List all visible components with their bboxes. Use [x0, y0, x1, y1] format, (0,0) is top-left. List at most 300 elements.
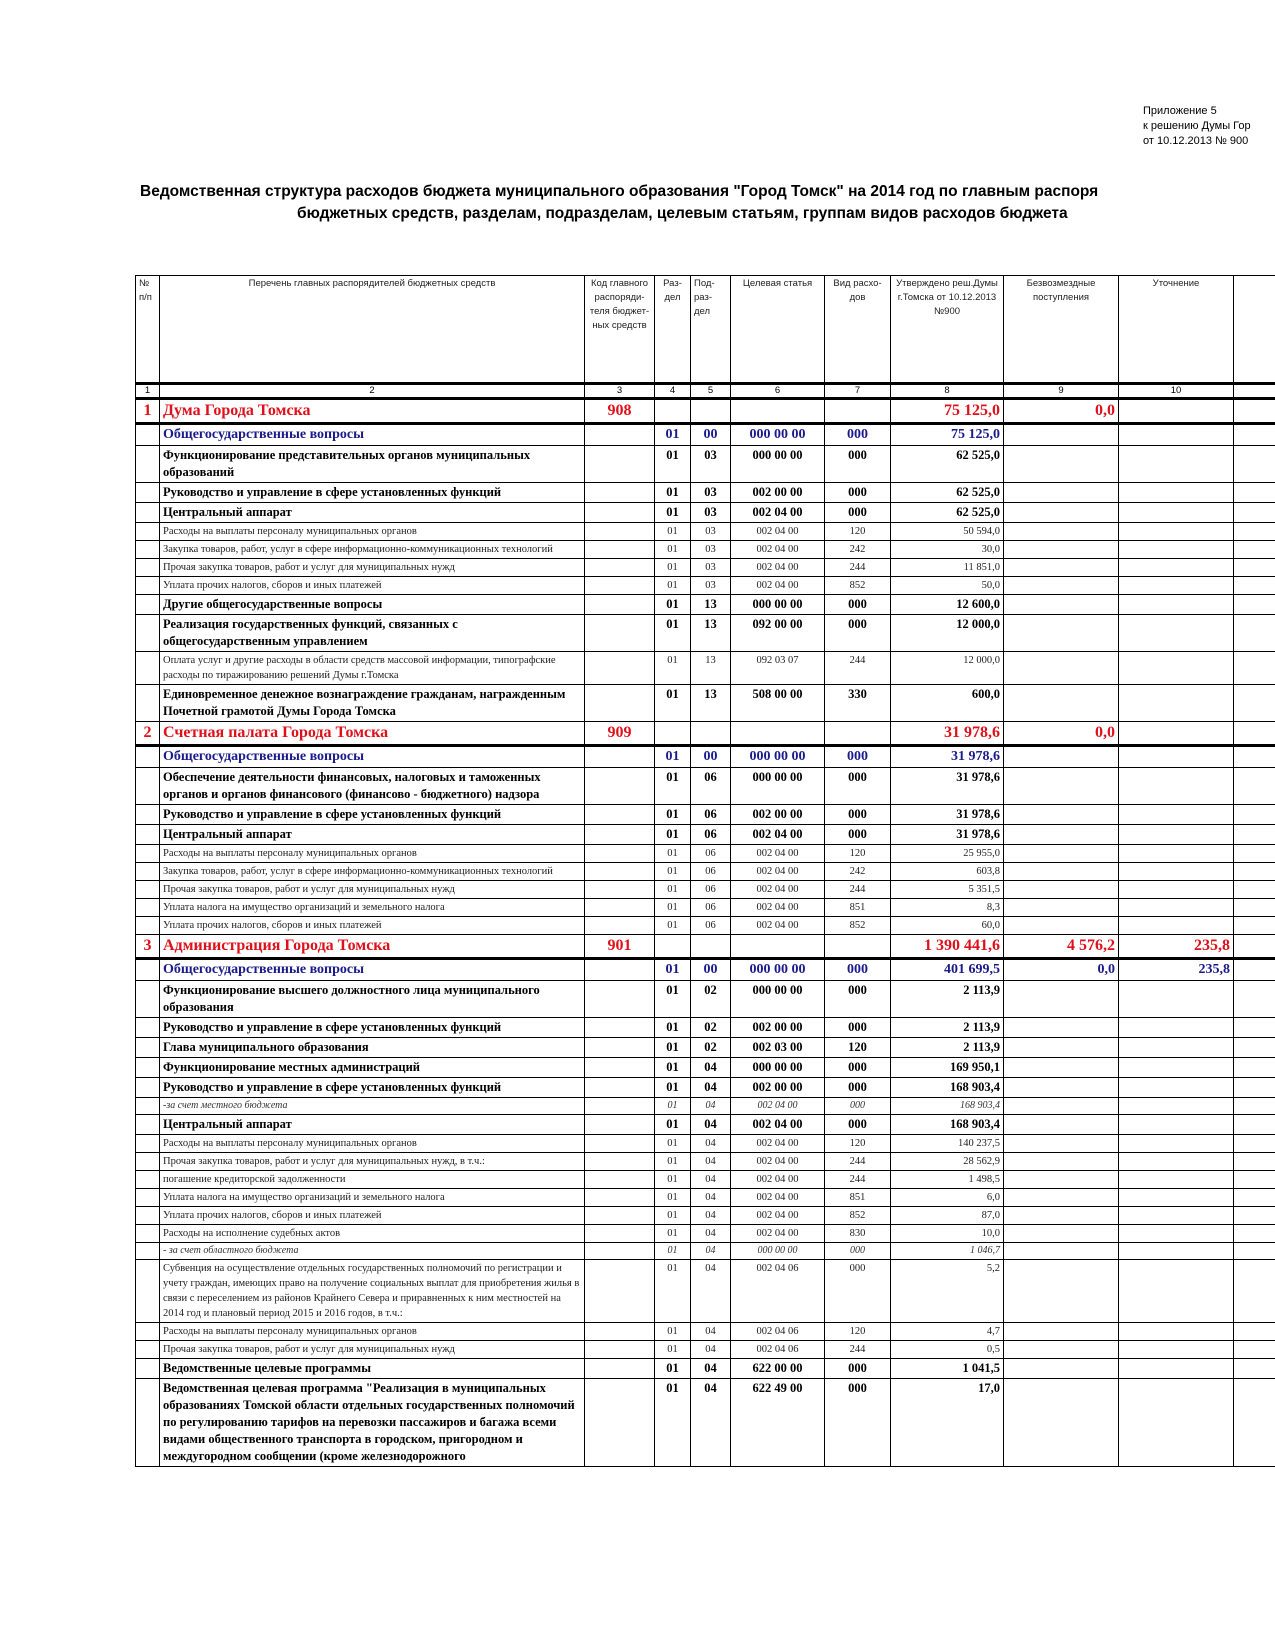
table-row — [136, 845, 1275, 863]
row-approved: 50,0 — [891, 577, 1004, 595]
header-section: Раз-дел — [655, 276, 691, 384]
row-number — [136, 652, 160, 685]
row-approved: 28 562,9 — [891, 1153, 1004, 1171]
row-grants — [1004, 559, 1119, 577]
row-extra — [1234, 863, 1275, 881]
row-subsection: 04 — [691, 1359, 731, 1379]
row-clarification: 235,8 — [1119, 935, 1234, 959]
row-expense-type: 000 — [825, 1379, 891, 1467]
row-approved: 25 955,0 — [891, 845, 1004, 863]
row-section: 01 — [655, 981, 691, 1018]
row-grants — [1004, 523, 1119, 541]
row-target-item: 092 03 07 — [731, 652, 825, 685]
row-subsection: 00 — [691, 959, 731, 981]
row-admin-code — [585, 685, 655, 722]
row-target-item: 000 00 00 — [731, 1058, 825, 1078]
row-grants — [1004, 1018, 1119, 1038]
colnum-7: 7 — [825, 384, 891, 399]
row-approved: 62 525,0 — [891, 483, 1004, 503]
row-target-item: 002 04 00 — [731, 1171, 825, 1189]
row-subsection: 03 — [691, 541, 731, 559]
row-approved: 168 903,4 — [891, 1098, 1004, 1115]
row-clarification — [1119, 845, 1234, 863]
row-grants — [1004, 1078, 1119, 1098]
row-grants — [1004, 1379, 1119, 1467]
table-row — [136, 1359, 1275, 1379]
row-number — [136, 1323, 160, 1341]
row-approved: 31 978,6 — [891, 805, 1004, 825]
column-number-row — [136, 384, 1275, 399]
row-target-item: 000 00 00 — [731, 595, 825, 615]
row-expense-type: 000 — [825, 805, 891, 825]
row-name: Обеспечение деятельности финансовых, налоговых и таможенных органов и органов финансового (финансово - бюджетного) надзора — [160, 768, 585, 805]
row-name: Уплата прочих налогов, сборов и иных платежей — [160, 1207, 585, 1225]
row-target-item: 002 04 00 — [731, 523, 825, 541]
row-subsection: 00 — [691, 746, 731, 768]
row-target-item: 000 00 00 — [731, 746, 825, 768]
row-subsection: 04 — [691, 1135, 731, 1153]
row-extra — [1234, 1225, 1275, 1243]
row-clarification — [1119, 1038, 1234, 1058]
table-row — [136, 1098, 1275, 1115]
row-admin-code — [585, 746, 655, 768]
row-expense-type: 000 — [825, 981, 891, 1018]
row-number — [136, 1115, 160, 1135]
table-row — [136, 1225, 1275, 1243]
table-row — [136, 1078, 1275, 1098]
table-row — [136, 768, 1275, 805]
header-expense-type: Вид расхо-дов — [825, 276, 891, 384]
row-admin-code — [585, 1207, 655, 1225]
row-target-item: 002 00 00 — [731, 483, 825, 503]
row-extra — [1234, 1189, 1275, 1207]
row-approved: 2 113,9 — [891, 1018, 1004, 1038]
row-name: Общегосударственные вопросы — [160, 424, 585, 446]
header-admin-code: Код главного распоряди-теля бюджет-ных средств — [585, 276, 655, 384]
table-row — [136, 1153, 1275, 1171]
row-admin-code — [585, 1225, 655, 1243]
row-subsection: 04 — [691, 1225, 731, 1243]
row-extra — [1234, 1058, 1275, 1078]
row-name: Руководство и управление в сфере установленных функций — [160, 805, 585, 825]
row-approved: 401 699,5 — [891, 959, 1004, 981]
row-expense-type: 000 — [825, 503, 891, 523]
row-expense-type: 244 — [825, 881, 891, 899]
row-number — [136, 1038, 160, 1058]
row-subsection: 06 — [691, 881, 731, 899]
table-row-section — [136, 424, 1275, 446]
row-section: 01 — [655, 1379, 691, 1467]
row-extra — [1234, 652, 1275, 685]
row-section: 01 — [655, 1189, 691, 1207]
row-name: Единовременное денежное вознаграждение гражданам, награжденным Почетной грамотой Думы Города Томска — [160, 685, 585, 722]
document-title — [140, 181, 1275, 225]
row-section: 01 — [655, 541, 691, 559]
row-admin-code — [585, 541, 655, 559]
header-number: № п/п — [136, 276, 160, 384]
row-extra — [1234, 1135, 1275, 1153]
row-target-item: 002 00 00 — [731, 1018, 825, 1038]
row-admin-code — [585, 446, 655, 483]
row-target-item: 002 04 06 — [731, 1323, 825, 1341]
row-expense-type: 852 — [825, 917, 891, 935]
row-name: Центральный аппарат — [160, 503, 585, 523]
row-extra — [1234, 1018, 1275, 1038]
row-admin-code — [585, 595, 655, 615]
row-number — [136, 746, 160, 768]
colnum-8: 8 — [891, 384, 1004, 399]
row-grants — [1004, 503, 1119, 523]
row-subsection: 04 — [691, 1260, 731, 1323]
row-name: Уплата налога на имущество организаций и земельного налога — [160, 899, 585, 917]
row-number — [136, 1058, 160, 1078]
row-section — [655, 935, 691, 959]
row-section: 01 — [655, 1078, 691, 1098]
row-expense-type: 120 — [825, 523, 891, 541]
row-extra — [1234, 1171, 1275, 1189]
row-grants — [1004, 746, 1119, 768]
row-target-item: 002 00 00 — [731, 1078, 825, 1098]
row-grants — [1004, 1243, 1119, 1260]
row-extra — [1234, 1323, 1275, 1341]
row-grants — [1004, 1359, 1119, 1379]
row-admin-code — [585, 1189, 655, 1207]
table-row — [136, 1341, 1275, 1359]
row-extra — [1234, 399, 1275, 424]
row-clarification — [1119, 805, 1234, 825]
row-number — [136, 1359, 160, 1379]
row-number — [136, 881, 160, 899]
table-row — [136, 981, 1275, 1018]
row-number — [136, 1171, 160, 1189]
row-section: 01 — [655, 805, 691, 825]
row-target-item: 002 04 00 — [731, 559, 825, 577]
row-extra — [1234, 981, 1275, 1018]
table-row — [136, 503, 1275, 523]
row-clarification — [1119, 881, 1234, 899]
row-approved: 1 498,5 — [891, 1171, 1004, 1189]
row-clarification — [1119, 1098, 1234, 1115]
table-row — [136, 595, 1275, 615]
row-expense-type: 000 — [825, 615, 891, 652]
row-section: 01 — [655, 615, 691, 652]
table-row — [136, 652, 1275, 685]
row-target-item: 002 04 00 — [731, 1135, 825, 1153]
row-extra — [1234, 881, 1275, 899]
row-admin-code: 908 — [585, 399, 655, 424]
row-admin-code — [585, 424, 655, 446]
table-row — [136, 1115, 1275, 1135]
row-extra — [1234, 615, 1275, 652]
row-name: Центральный аппарат — [160, 1115, 585, 1135]
row-number: 2 — [136, 722, 160, 746]
row-target-item: 000 00 00 — [731, 446, 825, 483]
row-approved: 1 046,7 — [891, 1243, 1004, 1260]
table-row — [136, 523, 1275, 541]
row-section: 01 — [655, 523, 691, 541]
row-target-item: 002 04 00 — [731, 1225, 825, 1243]
table-row — [136, 1189, 1275, 1207]
row-expense-type: 000 — [825, 1078, 891, 1098]
row-extra — [1234, 1260, 1275, 1323]
row-target-item: 002 04 00 — [731, 863, 825, 881]
row-number — [136, 768, 160, 805]
row-section: 01 — [655, 1135, 691, 1153]
row-number — [136, 503, 160, 523]
row-subsection: 04 — [691, 1098, 731, 1115]
row-name: Расходы на выплаты персоналу муниципальных органов — [160, 1135, 585, 1153]
row-name: Другие общегосударственные вопросы — [160, 595, 585, 615]
row-clarification — [1119, 1171, 1234, 1189]
row-expense-type: 242 — [825, 863, 891, 881]
table-row — [136, 685, 1275, 722]
row-clarification — [1119, 559, 1234, 577]
row-clarification — [1119, 483, 1234, 503]
row-clarification — [1119, 917, 1234, 935]
row-name: Счетная палата Города Томска — [160, 722, 585, 746]
table-body — [136, 399, 1275, 1467]
table-row — [136, 1260, 1275, 1323]
row-subsection: 06 — [691, 917, 731, 935]
row-approved: 10,0 — [891, 1225, 1004, 1243]
row-section: 01 — [655, 1341, 691, 1359]
row-grants — [1004, 899, 1119, 917]
row-grants: 4 576,2 — [1004, 935, 1119, 959]
row-expense-type: 000 — [825, 1243, 891, 1260]
row-expense-type: 000 — [825, 446, 891, 483]
row-extra — [1234, 446, 1275, 483]
row-approved: 12 600,0 — [891, 595, 1004, 615]
row-expense-type: 244 — [825, 1153, 891, 1171]
row-expense-type: 000 — [825, 1058, 891, 1078]
row-subsection: 03 — [691, 523, 731, 541]
colnum-2: 2 — [160, 384, 585, 399]
table-row-organization — [136, 399, 1275, 424]
row-name: Ведомственная целевая программа "Реализация в муниципальных образованиях Томской области отдельных государственных полномочий по регулированию тарифов на перевозки пассажиров и багажа всеми видами общественного транспорта в городском, пригородном и междугородном сообщении (кроме железнодорожного — [160, 1379, 585, 1467]
row-target-item: 002 04 00 — [731, 1115, 825, 1135]
row-clarification — [1119, 1359, 1234, 1379]
row-approved: 87,0 — [891, 1207, 1004, 1225]
table-row-section — [136, 746, 1275, 768]
row-number — [136, 1098, 160, 1115]
table-row — [136, 899, 1275, 917]
row-section: 01 — [655, 1115, 691, 1135]
row-number — [136, 577, 160, 595]
row-number — [136, 559, 160, 577]
row-expense-type — [825, 399, 891, 424]
table-row — [136, 541, 1275, 559]
header-extra — [1234, 276, 1275, 384]
header-target-item: Целевая статья — [731, 276, 825, 384]
row-section: 01 — [655, 863, 691, 881]
appendix-note — [1143, 104, 1251, 149]
row-number — [136, 541, 160, 559]
header-clarification: Уточнение — [1119, 276, 1234, 384]
table-row — [136, 863, 1275, 881]
row-number — [136, 959, 160, 981]
budget-table — [135, 275, 1275, 1467]
row-number: 1 — [136, 399, 160, 424]
row-approved: 2 113,9 — [891, 981, 1004, 1018]
row-admin-code — [585, 1171, 655, 1189]
row-subsection: 03 — [691, 559, 731, 577]
row-admin-code — [585, 917, 655, 935]
table-row — [136, 559, 1275, 577]
row-admin-code — [585, 845, 655, 863]
row-grants — [1004, 1323, 1119, 1341]
table-row — [136, 917, 1275, 935]
row-clarification — [1119, 899, 1234, 917]
row-subsection: 04 — [691, 1379, 731, 1467]
row-clarification — [1119, 746, 1234, 768]
row-target-item — [731, 935, 825, 959]
row-grants — [1004, 1038, 1119, 1058]
row-extra — [1234, 746, 1275, 768]
row-number — [136, 685, 160, 722]
row-clarification — [1119, 615, 1234, 652]
row-admin-code — [585, 1018, 655, 1038]
row-number — [136, 845, 160, 863]
row-target-item: 002 04 06 — [731, 1341, 825, 1359]
row-number — [136, 899, 160, 917]
row-admin-code — [585, 1135, 655, 1153]
table-row-organization — [136, 722, 1275, 746]
row-extra — [1234, 1098, 1275, 1115]
row-number — [136, 446, 160, 483]
row-approved: 600,0 — [891, 685, 1004, 722]
row-grants — [1004, 1115, 1119, 1135]
table-row — [136, 1207, 1275, 1225]
row-number — [136, 1018, 160, 1038]
row-name: Общегосударственные вопросы — [160, 959, 585, 981]
row-clarification — [1119, 541, 1234, 559]
row-name: Уплата прочих налогов, сборов и иных платежей — [160, 577, 585, 595]
row-number — [136, 1207, 160, 1225]
row-clarification — [1119, 503, 1234, 523]
row-subsection — [691, 399, 731, 424]
table-row — [136, 825, 1275, 845]
document-title-line-1: Ведомственная структура расходов бюджета муниципального образования "Город Томск" на 2014 год по главным распоря — [140, 183, 1099, 200]
row-grants — [1004, 1207, 1119, 1225]
row-clarification — [1119, 1078, 1234, 1098]
row-subsection: 06 — [691, 845, 731, 863]
row-approved: 2 113,9 — [891, 1038, 1004, 1058]
row-section: 01 — [655, 768, 691, 805]
row-extra — [1234, 503, 1275, 523]
row-expense-type: 120 — [825, 1323, 891, 1341]
row-grants: 0,0 — [1004, 959, 1119, 981]
row-number — [136, 1135, 160, 1153]
row-admin-code — [585, 959, 655, 981]
row-clarification — [1119, 1225, 1234, 1243]
row-clarification — [1119, 1323, 1234, 1341]
row-admin-code — [585, 1115, 655, 1135]
row-name: Руководство и управление в сфере установленных функций — [160, 1018, 585, 1038]
row-name: погашение кредиторской задолженности — [160, 1171, 585, 1189]
row-extra — [1234, 805, 1275, 825]
row-target-item: 002 04 00 — [731, 845, 825, 863]
table-row — [136, 805, 1275, 825]
row-target-item: 002 04 00 — [731, 899, 825, 917]
row-admin-code — [585, 483, 655, 503]
row-approved: 60,0 — [891, 917, 1004, 935]
row-name: Закупка товаров, работ, услуг в сфере информационно-коммуникационных технологий — [160, 863, 585, 881]
row-expense-type — [825, 935, 891, 959]
row-expense-type: 330 — [825, 685, 891, 722]
row-subsection: 13 — [691, 652, 731, 685]
row-target-item: 508 00 00 — [731, 685, 825, 722]
row-name: Центральный аппарат — [160, 825, 585, 845]
row-subsection: 13 — [691, 615, 731, 652]
row-grants — [1004, 1225, 1119, 1243]
row-expense-type: 120 — [825, 1135, 891, 1153]
row-name: Оплата услуг и другие расходы в области средств массовой информации, типографские расходы по тиражированию решений Думы г.Томска — [160, 652, 585, 685]
row-number — [136, 1078, 160, 1098]
row-approved: 12 000,0 — [891, 652, 1004, 685]
row-name: Уплата прочих налогов, сборов и иных платежей — [160, 917, 585, 935]
row-extra — [1234, 577, 1275, 595]
colnum-3: 3 — [585, 384, 655, 399]
row-name: Функционирование высшего должностного лица муниципального образования — [160, 981, 585, 1018]
row-name: Прочая закупка товаров, работ и услуг для муниципальных нужд, в т.ч.: — [160, 1153, 585, 1171]
row-section: 01 — [655, 845, 691, 863]
row-clarification — [1119, 685, 1234, 722]
row-extra — [1234, 959, 1275, 981]
row-target-item: 622 49 00 — [731, 1379, 825, 1467]
row-clarification: 235,8 — [1119, 959, 1234, 981]
row-name: Дума Города Томска — [160, 399, 585, 424]
row-expense-type: 244 — [825, 652, 891, 685]
row-clarification — [1119, 595, 1234, 615]
row-extra — [1234, 917, 1275, 935]
row-name: Расходы на исполнение судебных актов — [160, 1225, 585, 1243]
row-expense-type: 244 — [825, 1171, 891, 1189]
row-target-item: 002 04 00 — [731, 825, 825, 845]
row-clarification — [1119, 1115, 1234, 1135]
table-row-section — [136, 959, 1275, 981]
row-admin-code — [585, 652, 655, 685]
row-clarification — [1119, 446, 1234, 483]
row-clarification — [1119, 1207, 1234, 1225]
row-grants — [1004, 881, 1119, 899]
row-clarification — [1119, 577, 1234, 595]
row-target-item: 002 04 06 — [731, 1260, 825, 1323]
table-row — [136, 1171, 1275, 1189]
row-approved: 75 125,0 — [891, 424, 1004, 446]
table-row — [136, 1243, 1275, 1260]
row-expense-type: 120 — [825, 845, 891, 863]
row-expense-type: 000 — [825, 424, 891, 446]
row-approved: 50 594,0 — [891, 523, 1004, 541]
row-extra — [1234, 845, 1275, 863]
row-grants — [1004, 768, 1119, 805]
table-row — [136, 577, 1275, 595]
row-section: 01 — [655, 1058, 691, 1078]
row-subsection: 04 — [691, 1243, 731, 1260]
row-expense-type: 000 — [825, 1359, 891, 1379]
row-extra — [1234, 722, 1275, 746]
row-subsection: 04 — [691, 1058, 731, 1078]
row-grants — [1004, 1171, 1119, 1189]
row-expense-type: 120 — [825, 1038, 891, 1058]
row-extra — [1234, 1078, 1275, 1098]
colnum-4: 4 — [655, 384, 691, 399]
row-subsection: 06 — [691, 825, 731, 845]
row-admin-code — [585, 805, 655, 825]
row-extra — [1234, 1153, 1275, 1171]
row-admin-code — [585, 899, 655, 917]
appendix-line-2: к решению Думы Гор — [1143, 120, 1251, 132]
